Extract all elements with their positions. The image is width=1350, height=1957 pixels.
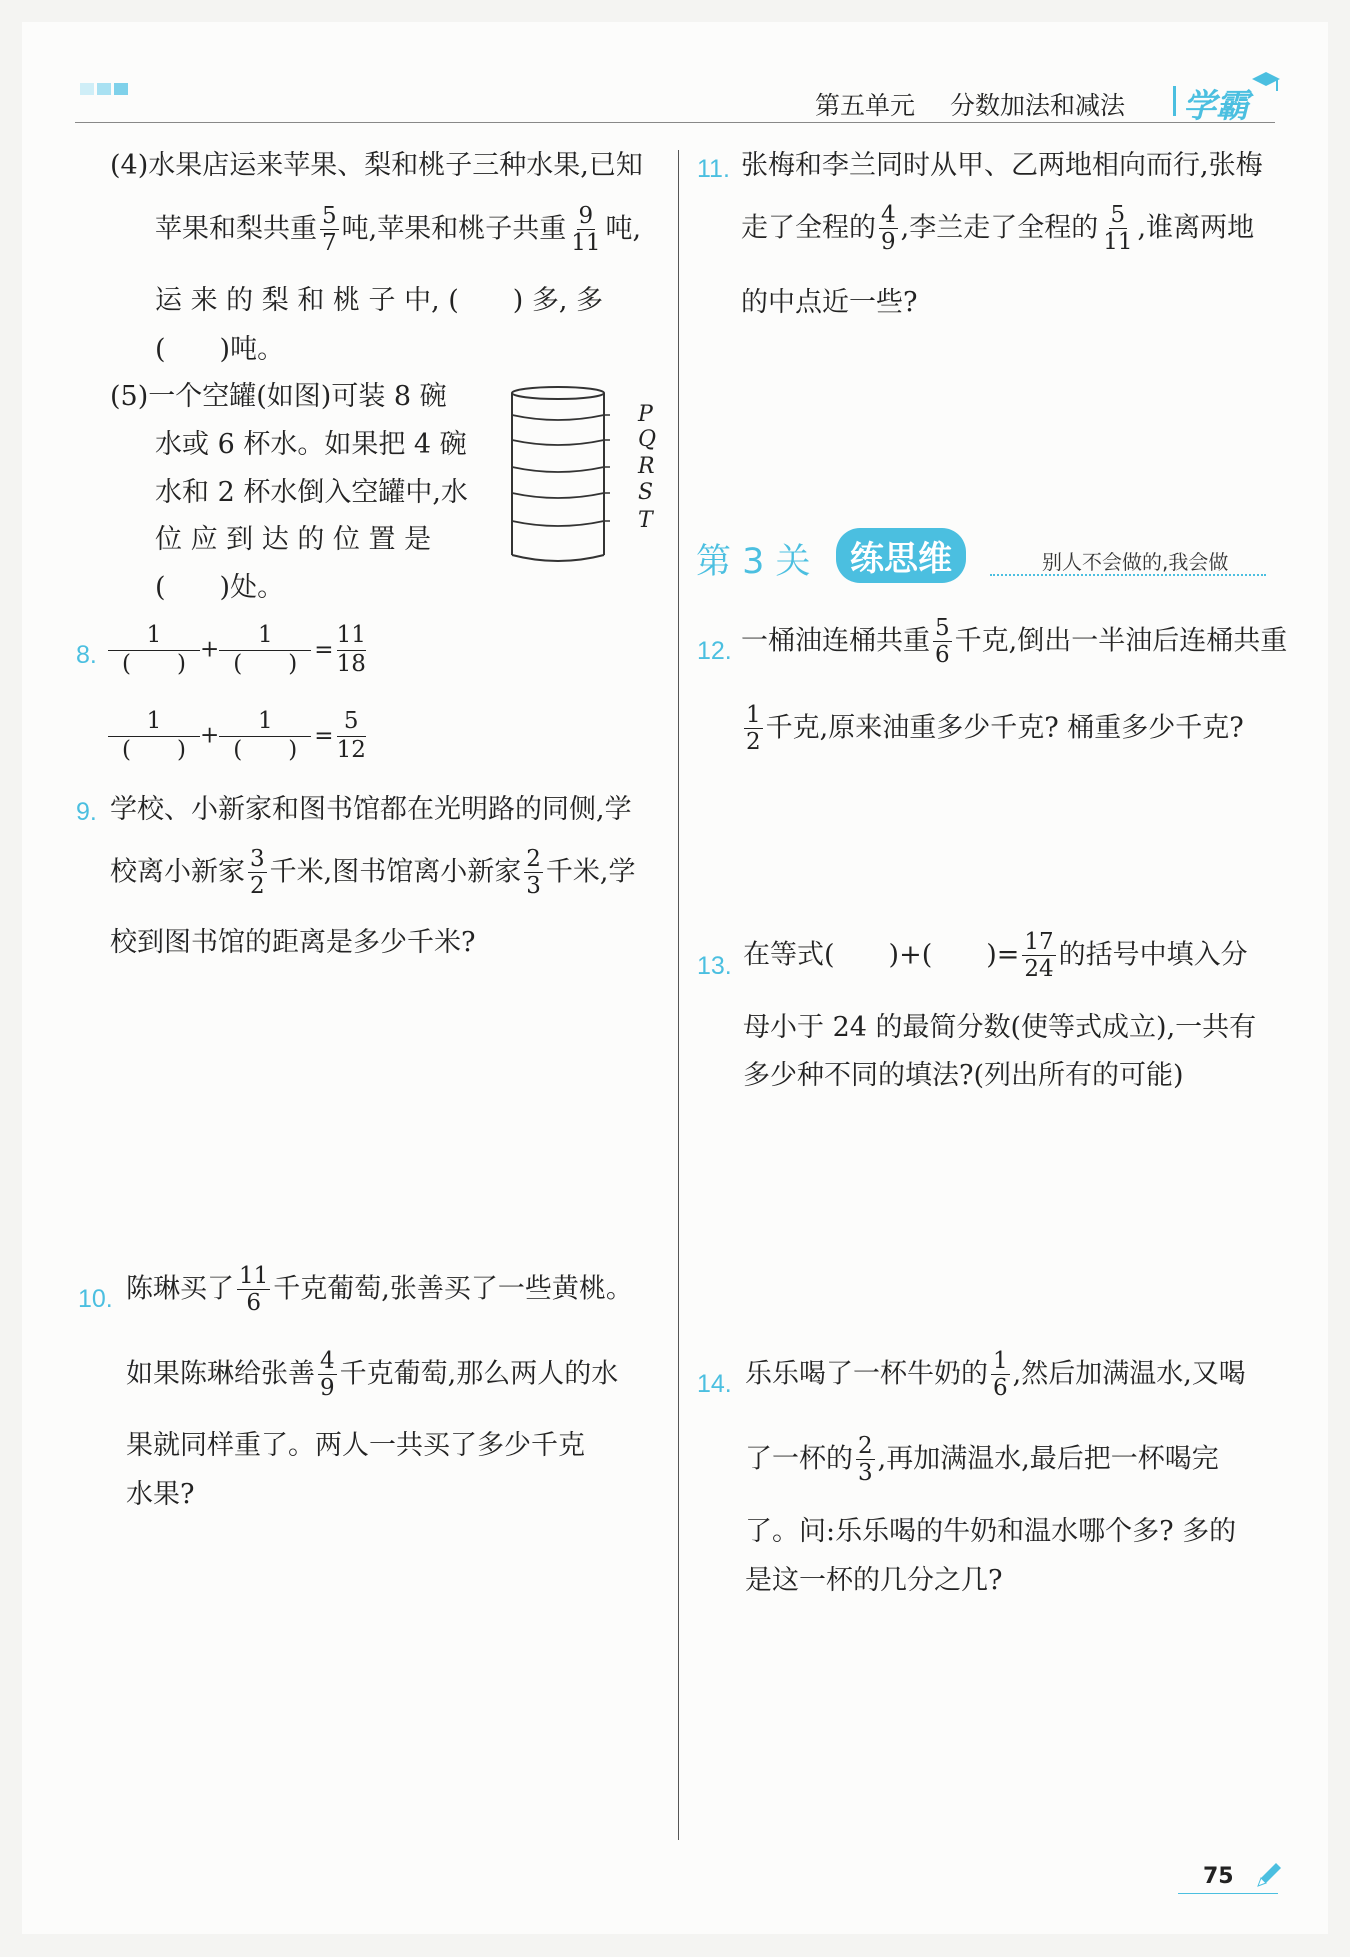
jar-label-p: P: [638, 402, 653, 427]
fraction: $\frac{5}{6}$: [935, 615, 950, 669]
fraction: $\frac{1}{6}$: [993, 1348, 1008, 1402]
brand-divider: [1173, 86, 1176, 116]
q9-line3: 校到图书馆的距离是多少千米?: [110, 927, 476, 958]
fraction: $\frac{3}{2}$: [250, 846, 265, 900]
q7-part4-line1: (4)水果店运来苹果、梨和桃子三种水果,已知: [110, 150, 643, 181]
q7-part5-line1: (5)一个空罐(如图)可装 8 碗: [110, 381, 447, 412]
fraction: $\frac{11}{6}$: [239, 1263, 269, 1317]
brand-logo: 学霸: [1183, 86, 1249, 125]
q13-line3: 多少种不同的填法?(列出所有的可能): [743, 1060, 1184, 1091]
q7-part5-line4: 位 应 到 达 的 位 置 是: [155, 524, 432, 555]
graduation-cap-icon: [1250, 70, 1282, 98]
q9-line1: 学校、小新家和图书馆都在光明路的同侧,学: [110, 794, 632, 825]
header-rule: [75, 122, 1275, 123]
page-number: 75: [1203, 1864, 1234, 1889]
q14-line4: 是这一杯的几分之几?: [745, 1565, 1003, 1596]
q8-equation-2: 1 ( ) + 1 ( ) = $\frac{5}{12}$: [108, 708, 366, 764]
q9-line2: 校离小新家 $\frac{3}{2}$ 千米,图书馆离小新家 $\frac{2}{3}$ 千米,学: [110, 846, 636, 900]
q7-part5-line3: 水和 2 杯水倒入空罐中,水: [155, 477, 468, 508]
jar-label-r: R: [638, 454, 655, 479]
page-number-rule: [1178, 1893, 1278, 1894]
fraction: $\frac{5}{7}$: [322, 203, 337, 257]
topic-title: 分数加法和减法: [950, 91, 1126, 120]
q10-line1: 陈琳买了 $\frac{11}{6}$ 千克葡萄,张善买了一些黄桃。: [126, 1263, 633, 1317]
fraction: $\frac{5}{11}$: [1103, 202, 1133, 256]
q7-part4-line3: 运 来 的 梨 和 桃 子 中, ( ) 多, 多: [155, 285, 604, 316]
fraction: $\frac{4}{9}$: [320, 1348, 335, 1402]
q11-line3: 的中点近一些?: [741, 287, 918, 318]
q14-line1: 乐乐喝了一杯牛奶的 $\frac{1}{6}$ ,然后加满温水,又喝: [745, 1348, 1246, 1402]
q11-number: 11.: [697, 155, 730, 183]
q12-number: 12.: [697, 637, 732, 665]
fraction: $\frac{9}{11}$: [571, 203, 601, 257]
jar-label-t: T: [638, 508, 653, 533]
section-dotted-rule: [990, 574, 1266, 576]
jar-drawing: [510, 385, 610, 565]
fraction: $\frac{17}{24}$: [1024, 929, 1054, 983]
fraction: $\frac{2}{3}$: [526, 846, 541, 900]
jar-figure: [510, 385, 660, 565]
q8-number: 8.: [76, 641, 97, 669]
q7-part5-line2: 水或 6 杯水。如果把 4 碗: [155, 429, 467, 460]
fraction: $\frac{4}{9}$: [881, 202, 896, 256]
jar-label-q: Q: [638, 427, 657, 452]
column-divider: [678, 150, 679, 1840]
q12-line2: $\frac{1}{2}$ 千克,原来油重多少千克? 桶重多少千克?: [746, 702, 1244, 756]
q10-line4: 水果?: [126, 1479, 195, 1510]
header-decoration: [80, 80, 128, 99]
q7-part5-line5: ( )处。: [155, 572, 285, 603]
q13-line1: 在等式( )+( )= $\frac{17}{24}$ 的括号中填入分: [743, 929, 1248, 983]
jar-label-s: S: [638, 480, 654, 505]
q7-part4-line4: ( )吨。: [155, 334, 285, 365]
q9-number: 9.: [76, 798, 97, 826]
section-badge: 练思维: [836, 528, 966, 583]
section-title: 第 3 关: [696, 542, 811, 582]
fraction: $\frac{1}{2}$: [746, 702, 761, 756]
q14-line3: 了。问:乐乐喝的牛奶和温水哪个多? 多的: [745, 1516, 1237, 1547]
q7-part4-line2: 苹果和梨共重 $\frac{5}{7}$ 吨,苹果和桃子共重 $\frac{9}{11}$ 吨,: [155, 203, 642, 257]
q11-line1: 张梅和李兰同时从甲、乙两地相向而行,张梅: [741, 150, 1263, 181]
q8-equation-1: 1 ( ) + 1 ( ) = $\frac{11}{18}$: [108, 622, 366, 678]
q14-number: 14.: [697, 1370, 732, 1398]
q13-number: 13.: [697, 952, 732, 980]
q11-line2: 走了全程的 $\frac{4}{9}$ ,李兰走了全程的 $\frac{5}{11}$ ,谁离两地: [741, 202, 1255, 256]
q13-line2: 母小于 24 的最简分数(使等式成立),一共有: [743, 1012, 1257, 1043]
q12-line1: 一桶油连桶共重 $\frac{5}{6}$ 千克,倒出一半油后连桶共重: [741, 615, 1288, 669]
pencil-icon: [1252, 1860, 1282, 1894]
q10-number: 10.: [78, 1285, 113, 1313]
fraction: $\frac{2}{3}$: [858, 1433, 873, 1487]
unit-title: 第五单元: [815, 91, 916, 120]
section-slogan: 别人不会做的,我会做: [1042, 550, 1229, 574]
q10-line3: 果就同样重了。两人一共买了多少千克: [126, 1430, 585, 1461]
q10-line2: 如果陈琳给张善 $\frac{4}{9}$ 千克葡萄,那么两人的水: [126, 1348, 619, 1402]
q14-line2: 了一杯的 $\frac{2}{3}$ ,再加满温水,最后把一杯喝完: [745, 1433, 1219, 1487]
